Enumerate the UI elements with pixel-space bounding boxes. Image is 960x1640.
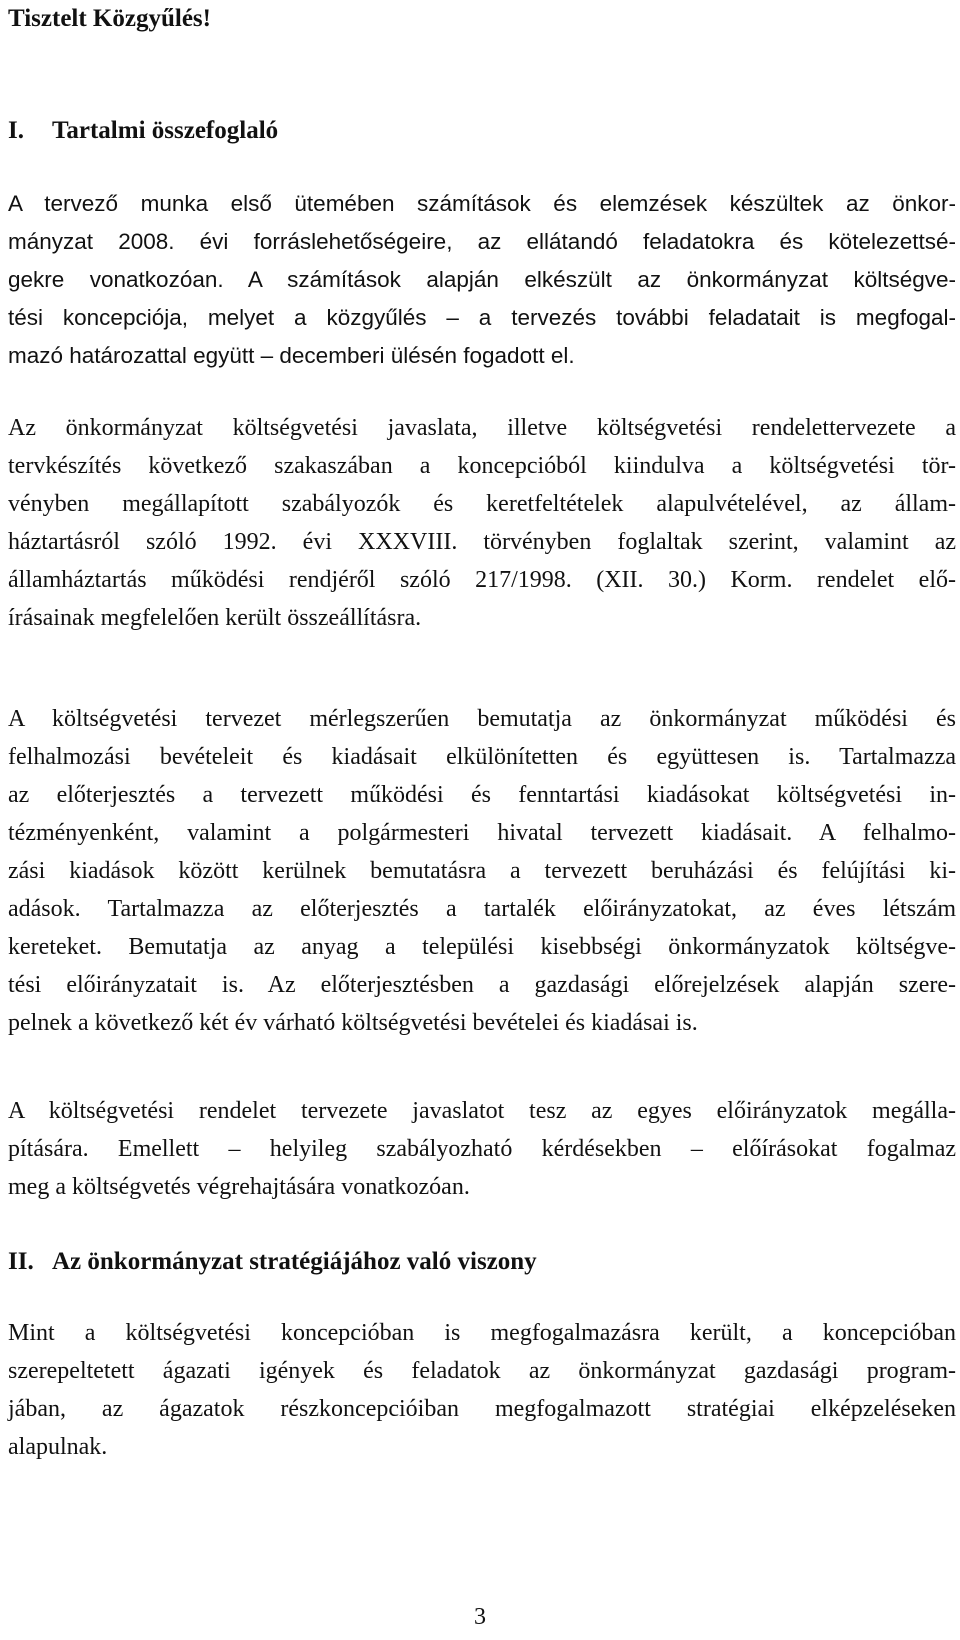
- paragraph-line: adások. Tartalmazza az előterjesztés a tartalék előirányzatokat, az éves létszám: [8, 896, 956, 922]
- paragraph-line: pítására. Emellett – helyileg szabályozható kérdésekben – előírásokat fogalmaz: [8, 1136, 956, 1162]
- section-number: I.: [8, 117, 24, 144]
- paragraph-line: Az önkormányzat költségvetési javaslata, illetve költségvetési rendelettervezete a: [8, 415, 956, 441]
- paragraph: [8, 700, 956, 1042]
- paragraph-line: tési előirányzatait is. Az előterjesztésben a gazdasági előrejelzések alapján szere-: [8, 972, 956, 998]
- paragraph-line: alapulnak.: [8, 1434, 108, 1460]
- paragraph-line: szerepeltetett ágazati igények és feladatok az önkormányzat gazdasági program-: [8, 1358, 956, 1384]
- paragraph: [8, 1092, 956, 1206]
- paragraph-line: A költségvetési rendelet tervezete javaslatot tesz az egyes előirányzatok megálla-: [8, 1098, 956, 1124]
- paragraph-line: felhalmozási bevételeit és kiadásait elkülönítetten és együttesen is. Tartalmazza: [8, 744, 956, 770]
- paragraph-line: kereteket. Bemutatja az anyag a települési kisebbségi önkormányzatok költségve-: [8, 934, 956, 960]
- paragraph-line: A költségvetési tervezet mérlegszerűen bemutatja az önkormányzat működési és: [8, 706, 956, 732]
- paragraph-line: mányzat 2008. évi forráslehetőségeire, az ellátandó feladatokra és kötelezettsé-: [8, 229, 956, 254]
- section-number: II.: [8, 1248, 34, 1275]
- paragraph-line: tési koncepciója, melyet a közgyűlés – a tervezés további feladatait is megfogal-: [8, 305, 956, 330]
- section-heading-2: [8, 1245, 537, 1279]
- paragraph-line: Mint a költségvetési koncepcióban is megfogalmazásra került, a koncepcióban: [8, 1320, 956, 1346]
- page-number: 3: [474, 1604, 486, 1630]
- paragraph-line: államháztartás működési rendjéről szóló 217/1998. (XII. 30.) Korm. rendelet elő-: [8, 567, 956, 593]
- salutation: Tisztelt Közgyűlés!: [8, 5, 211, 32]
- paragraph-line: az előterjesztés a tervezett működési és fenntartási kiadásokat költségvetési in-: [8, 782, 956, 808]
- paragraph-line: mazó határozattal együtt – decemberi ülésén fogadott el.: [8, 343, 575, 368]
- paragraph-line: írásainak megfelelően került összeállításra.: [8, 605, 422, 631]
- paragraph-line: zási kiadások között kerülnek bemutatásra a tervezett beruházási és felújítási ki-: [8, 858, 956, 884]
- paragraph-line: meg a költségvetés végrehajtására vonatkozóan.: [8, 1174, 470, 1200]
- section-title: Tartalmi összefoglaló: [52, 117, 279, 144]
- paragraph-line: háztartásról szóló 1992. évi XXXVIII. törvényben foglaltak szerint, valamint az: [8, 529, 956, 555]
- paragraph-line: vényben megállapított szabályozók és keretfeltételek alapulvételével, az állam-: [8, 491, 956, 517]
- paragraph-line: pelnek a következő két év várható költségvetési bevételei és kiadásai is.: [8, 1010, 698, 1036]
- section-heading-1: [8, 114, 278, 148]
- paragraph-line: tézményenként, valamint a polgármesteri hivatal tervezett kiadásait. A felhalmo-: [8, 820, 956, 846]
- paragraph: [8, 409, 956, 637]
- paragraph: [8, 185, 956, 375]
- section-title: Az önkormányzat stratégiájához való viszony: [52, 1248, 537, 1275]
- paragraph-line: A tervező munka első ütemében számítások és elemzések készültek az önkor-: [8, 191, 956, 216]
- paragraph-line: tervkészítés következő szakaszában a koncepcióból kiindulva a költségvetési tör-: [8, 453, 956, 479]
- paragraph-line: jában, az ágazatok részkoncepcióiban megfogalmazott stratégiai elképzeléseken: [8, 1396, 956, 1422]
- paragraph-line: gekre vonatkozóan. A számítások alapján elkészült az önkormányzat költségve-: [8, 267, 956, 292]
- paragraph: [8, 1314, 956, 1466]
